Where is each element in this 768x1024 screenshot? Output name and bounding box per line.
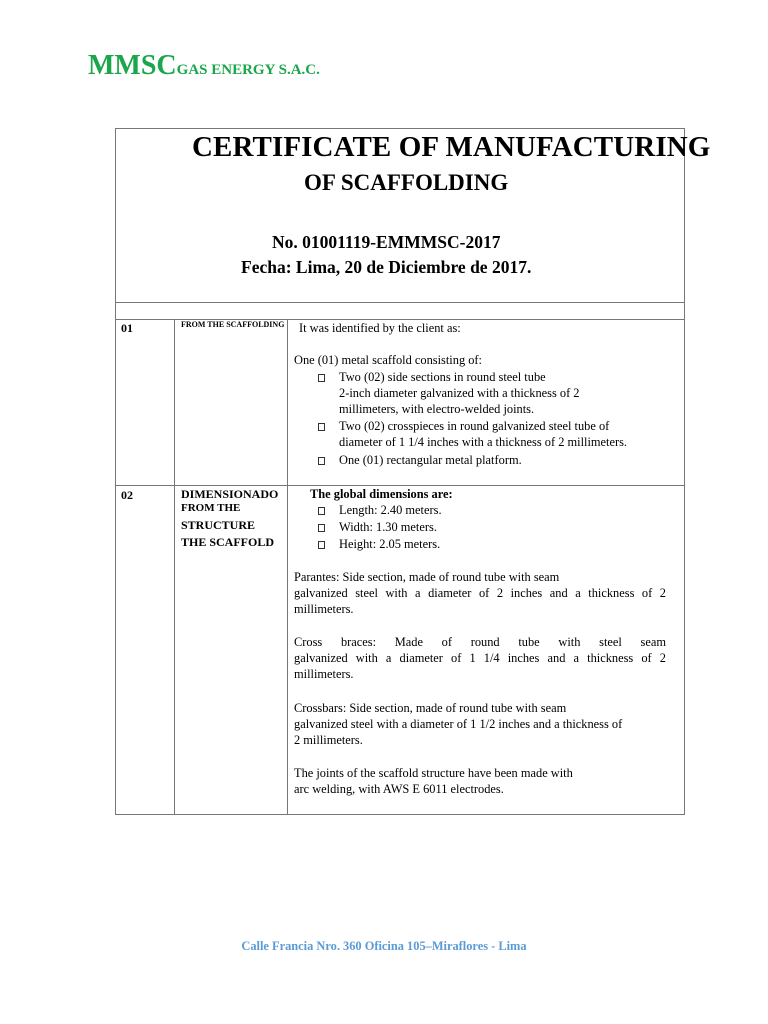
checkbox-icon: [318, 519, 325, 535]
cross-braces-line1: Cross braces: Made of round tube with steel seam: [294, 635, 666, 649]
column-divider-2: [287, 319, 288, 815]
checkbox-icon: [318, 369, 325, 385]
joints-line2: arc welding, with AWS E 6011 electrodes.: [294, 782, 504, 796]
crossbars-line1: Crossbars: Side section, made of round tube with seam: [294, 701, 567, 715]
checkbox-icon: [318, 418, 325, 434]
certificate-title: CERTIFICATE OF MANUFACTURING: [192, 131, 711, 163]
dimension-width: Width: 1.30 meters.: [339, 520, 437, 534]
joints-line1: The joints of the scaffold structure have been made with: [294, 766, 573, 780]
parantes-line1: Parantes: Side section, made of round tube with seam: [294, 570, 560, 584]
cross-braces-line3: millimeters.: [294, 667, 354, 681]
bullet3-line1: One (01) rectangular metal platform.: [339, 453, 522, 467]
intro-text: It was identified by the client as:: [299, 321, 461, 335]
row-label-02-line4: THE SCAFFOLD: [181, 535, 275, 549]
row-label-02-line3: STRUCTURE: [181, 518, 256, 532]
crossbars-line2: galvanized steel with a diameter of 1 1/2 inches and a thickness of: [294, 717, 623, 731]
dimension-length: Length: 2.40 meters.: [339, 503, 442, 517]
row-label-01: FROM THE SCAFFOLDING: [181, 320, 285, 329]
checkbox-icon: [318, 452, 325, 468]
parantes-line2: galvanized steel with a diameter of 2 inches and a thickness of 2: [294, 586, 666, 600]
logo-sub: GAS ENERGY S.A.C.: [176, 62, 320, 78]
bullet2-line1: Two (02) crosspieces in round galvanized steel tube of: [339, 419, 610, 433]
column-divider-1: [174, 319, 175, 815]
bullet1-line3: millimeters, with electro-welded joints.: [339, 402, 535, 416]
logo-main: MMSC: [88, 50, 177, 81]
cross-braces-line2: galvanized with a diameter of 1 1/4 inches and a thickness of 2: [294, 651, 666, 665]
row-label-02-line1: DIMENSIONADO: [181, 487, 279, 501]
parantes-line3: millimeters.: [294, 602, 354, 616]
checkbox-icon: [318, 536, 325, 552]
bullet1-line2: 2-inch diameter galvanized with a thickness of 2: [339, 386, 580, 400]
certificate-number: No. 01001119-EMMMSC-2017: [272, 232, 501, 252]
row-number-02: 02: [121, 488, 133, 502]
certificate-date: Fecha: Lima, 20 de Diciembre de 2017.: [241, 257, 532, 277]
header-divider-top: [115, 302, 685, 303]
dimension-height: Height: 2.05 meters.: [339, 537, 441, 551]
checkbox-icon: [318, 502, 325, 518]
company-logo: [88, 50, 320, 82]
row-number-01: 01: [121, 321, 133, 335]
row-label-02-line2: FROM THE: [181, 502, 241, 514]
footer-address: Calle Francia Nro. 360 Oficina 105–Miraflores - Lima: [241, 939, 527, 953]
bullet1-line1: Two (02) side sections in round steel tube: [339, 370, 546, 384]
lead-text: One (01) metal scaffold consisting of:: [294, 353, 482, 367]
global-dimensions: The global dimensions are:: [310, 487, 453, 501]
certificate-subtitle: OF SCAFFOLDING: [304, 170, 509, 195]
crossbars-line3: 2 millimeters.: [294, 733, 363, 747]
bullet2-line2: diameter of 1 1/4 inches with a thickness of 2 millimeters.: [339, 435, 628, 449]
